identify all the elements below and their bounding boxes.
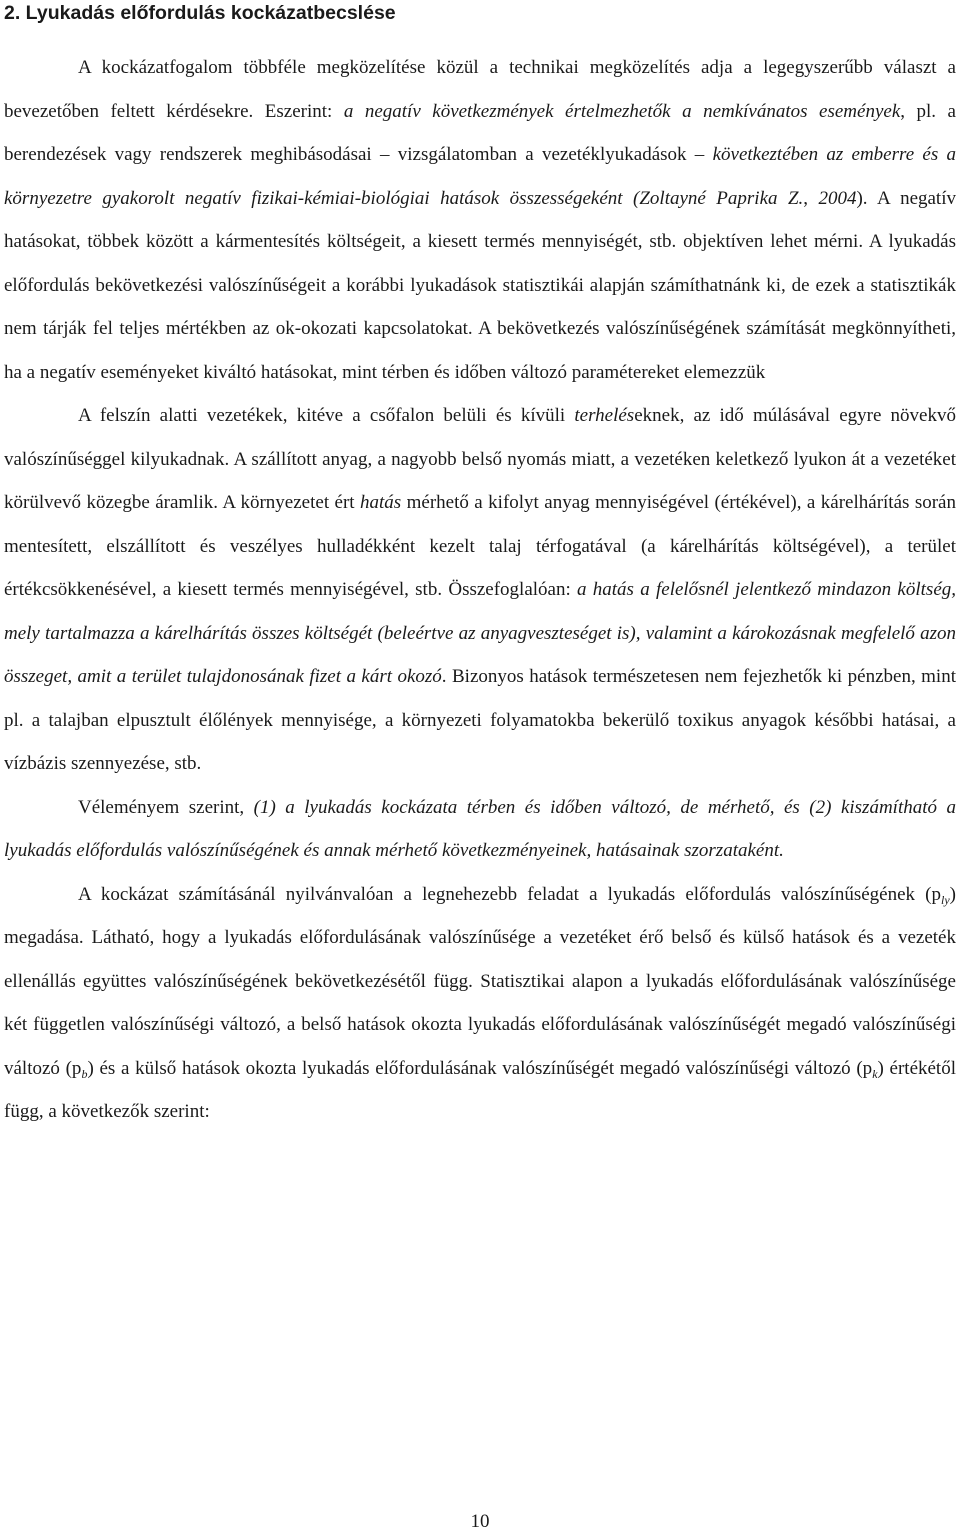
italic-text: (1) a lyukadás kockázata térben és időben változó, de mérhető, és (2) kiszámítható a lyukadás előfordulás valószínűségének és annak mérhető következményeinek, hatásainak szorzataként. (4, 796, 956, 861)
paragraph-probability (4, 873, 956, 1134)
italic-text: terhelés (574, 405, 635, 426)
body-text (4, 46, 956, 1134)
page-number: 10 (470, 1511, 490, 1532)
text-run: ) megadása. Látható, hogy a lyukadás előfordulásának valószínűsége a vezetéket érő belső és külső hatások és a vezeték ellenállás együttes valószínűségének bekövetkezésétől függ. Statisztikai alapon a lyukadás előfordulásának valószínűsége két független valószínűségi változó, a belső hatások okozta lyukadás előfordulásának valószínűségét megadó valószínűségi változó (p (4, 883, 956, 1079)
text-run: A felszín alatti vezetékek, kitéve a csőfalon belüli és kívüli (78, 405, 575, 426)
text-run: mérhető a kifolyt anyag mennyiségével (értékével), a kárelhárítás során mentesített, elszállított és veszélyes hulladékként kezelt talaj térfogatával (a kárelhárítás költségével), a terület értékcsökkenésével, a kiesett termés mennyiségével, stb. Összefoglalóan: (4, 492, 956, 600)
section-heading: 2. Lyukadás előfordulás kockázatbecslése (4, 2, 396, 24)
subscript-text: b (81, 1066, 88, 1081)
italic-text: hatás (360, 492, 402, 513)
text-run: ). A negatív hatásokat, többek között a kármentesítés költségeit, a kiesett termés mennyiségét, stb. objektíven lehet mérni. A lyukadás előfordulás bekövetkezési valószínűségeit a korábbi lyukadások statisztikái alapján számíthatnánk ki, de ezek a statisztikák nem tárják fel teljes mértékben az ok-okozati kapcsolatokat. A bekövetkezés valószínűségének számítását megkönnyítheti, ha a negatív eseményeket kiváltó hatásokat, mint térben és időben változó paramétereket elemezzük (4, 187, 956, 383)
text-run: A kockázatfogalom többféle megközelítése közül a technikai megközelítés adja a legegyszerűbb választ a bevezetőben feltett kérdésekre. Eszerint: (4, 57, 956, 122)
text-run: Véleményem szerint, (78, 796, 254, 818)
paragraph-opinion (4, 786, 956, 873)
italic-text: a negatív következmények értelmezhetők a nemkívánatos események (343, 100, 901, 122)
text-run: . Bizonyos hatások természetesen nem fejezhetők ki pénzben, mint pl. a talajban elpusztult élőlények mennyisége, a környezeti folyamatokba bekerülő toxikus anyagok későbbi hatásai, a vízbázis szennyezése, stb. (4, 666, 956, 774)
italic-text: 2004 (818, 187, 857, 209)
text-run: ) és a külső hatások okozta lyukadás előfordulásának valószínűségét megadó valószínűségi változó (p (87, 1057, 873, 1079)
subscript-text: k (872, 1066, 878, 1081)
paragraph-underground-pipes (4, 394, 956, 786)
document-page (4, 0, 956, 1537)
italic-text: a hatás a felelősnél jelentkező mindazon költség, mely tartalmazza a kárelhárítás összes költségét (beleértve az anyagveszteséget is), valamint a károkozásnak megfelelő azon összeget, amit a terület tulajdonosának fizet a kárt okozó (4, 579, 957, 687)
text-run: , (803, 187, 819, 209)
subscript-text: ly (941, 892, 950, 907)
text-run: A kockázat számításánál nyilvánvalóan a legnehezebb feladat a lyukadás előfordulás valószínűségének (p (78, 883, 941, 905)
text-run: eknek, az idő múlásával egyre növekvő valószínűséggel kilyukadnak. A szállított anyag, a nagyobb belső nyomás miatt, a vezetéken keletkező lyukon át a vezetéket körülvevő közegbe áramlik. A környezetet ért (4, 405, 956, 513)
text-run: ) értékétől függ, a következők szerint: (4, 1057, 956, 1122)
paragraph-risk-definition (4, 46, 956, 394)
text-run: , pl. a berendezések vagy rendszerek meghibásodásai – vizsgálatomban a vezetéklyukadások – (4, 100, 956, 165)
italic-text: következtében az emberre és a környezetre gyakorolt negatív fizikai-kémiai-biológiai hatások összességeként (Zoltayné Paprika Z. (4, 144, 956, 209)
